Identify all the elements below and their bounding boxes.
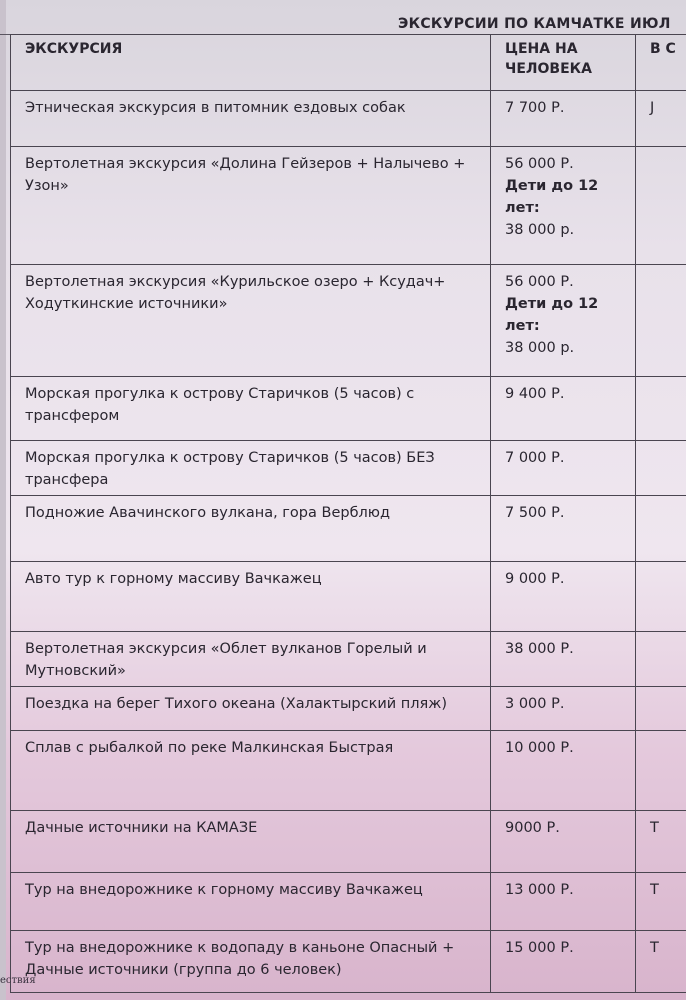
excursion-price-cell [491,873,636,931]
table-row [11,91,686,147]
table-row [11,562,686,632]
excursion-name: Поездка на берег Тихого океана (Халактырский пляж) [11,687,491,731]
table-row [11,147,686,265]
excursion-name: Вертолетная экскурсия «Долина Гейзеров + Налычево + Узон» [11,147,491,265]
kids-label: Дети до 12 лет: [505,296,599,334]
header-price-line1: ЦЕНА НА [505,41,578,57]
header-third: В С [636,35,686,91]
third-column-cell: T [636,811,686,873]
excursion-price-cell [491,811,636,873]
excursion-name: Вертолетная экскурсия «Курильское озеро + Ксудач+ Ходуткинские источники» [11,265,491,377]
footer-text: ествия [0,975,36,986]
table-row [11,931,686,993]
excursion-name: Авто тур к горному массиву Вачкажец [11,562,491,632]
table-row [11,687,686,731]
excursion-price: 13 000 Р. [505,882,574,898]
excursion-name: Дачные источники на КАМАЗЕ [11,811,491,873]
excursion-price-cell [491,377,636,441]
excursion-price-cell [491,931,636,993]
third-column-cell: T [636,931,686,993]
table-row [11,265,686,377]
header-excursion: ЭКСКУРСИЯ [11,35,491,91]
excursion-name: Морская прогулка к острову Старичков (5 часов) с трансфером [11,377,491,441]
excursion-price-cell [491,91,636,147]
excursion-price-cell [491,731,636,811]
excursion-name: Сплав с рыбалкой по реке Малкинская Быстрая [11,731,491,811]
third-column-cell [636,441,686,496]
excursion-price: 56 000 Р. [505,274,574,290]
excursion-price: 9000 Р. [505,820,560,836]
excursion-price-cell [491,441,636,496]
excursion-price-cell [491,147,636,265]
kids-label: Дети до 12 лет: [505,178,599,216]
excursion-price: 9 000 Р. [505,571,565,587]
third-column-cell [636,377,686,441]
excursion-name: Тур на внедорожнике к горному массиву Вачкажец [11,873,491,931]
excursion-name: Вертолетная экскурсия «Облет вулканов Горелый и Мутновский» [11,632,491,687]
third-column-cell: T [636,873,686,931]
header-price-line2: ЧЕЛОВЕКА [505,61,592,77]
excursion-price: 10 000 Р. [505,740,574,756]
excursion-price: 15 000 Р. [505,940,574,956]
excursions-table [10,34,686,993]
kids-price: 38 000 р. [505,340,575,356]
third-column-cell [636,687,686,731]
table-row [11,377,686,441]
table-row [11,873,686,931]
excursion-price: 38 000 Р. [505,641,574,657]
excursion-price: 7 700 Р. [505,100,565,116]
third-column-cell [636,496,686,562]
excursion-name: Тур на внедорожнике к водопаду в каньоне Опасный + Дачные источники (группа до 6 человек) [11,931,491,993]
excursion-price: 56 000 Р. [505,156,574,172]
excursion-price: 3 000 Р. [505,696,565,712]
third-column-cell [636,632,686,687]
excursion-name: Этническая экскурсия в питомник ездовых собак [11,91,491,147]
excursion-name: Подножие Авачинского вулкана, гора Верблюд [11,496,491,562]
excursion-price: 7 500 Р. [505,505,565,521]
table-row [11,632,686,687]
excursion-price: 9 400 Р. [505,386,565,402]
third-column-cell [636,265,686,377]
excursion-price: 7 000 Р. [505,450,565,466]
table-row [11,441,686,496]
third-column-cell: J [636,91,686,147]
table-row [11,496,686,562]
excursion-price-cell [491,562,636,632]
excursion-name: Морская прогулка к острову Старичков (5 часов) БЕЗ трансфера [11,441,491,496]
excursion-price-cell [491,632,636,687]
third-column-cell [636,147,686,265]
table-row [11,731,686,811]
document-title: ЭКСКУРСИИ ПО КАМЧАТКЕ ИЮЛ [398,16,671,32]
excursion-price-cell [491,265,636,377]
header-row [11,35,686,91]
header-price [491,35,636,91]
third-column-cell [636,731,686,811]
paper-edge [0,0,6,1000]
excursion-price-cell [491,687,636,731]
excursion-price-cell [491,496,636,562]
kids-price: 38 000 р. [505,222,575,238]
third-column-cell [636,562,686,632]
table-row [11,811,686,873]
